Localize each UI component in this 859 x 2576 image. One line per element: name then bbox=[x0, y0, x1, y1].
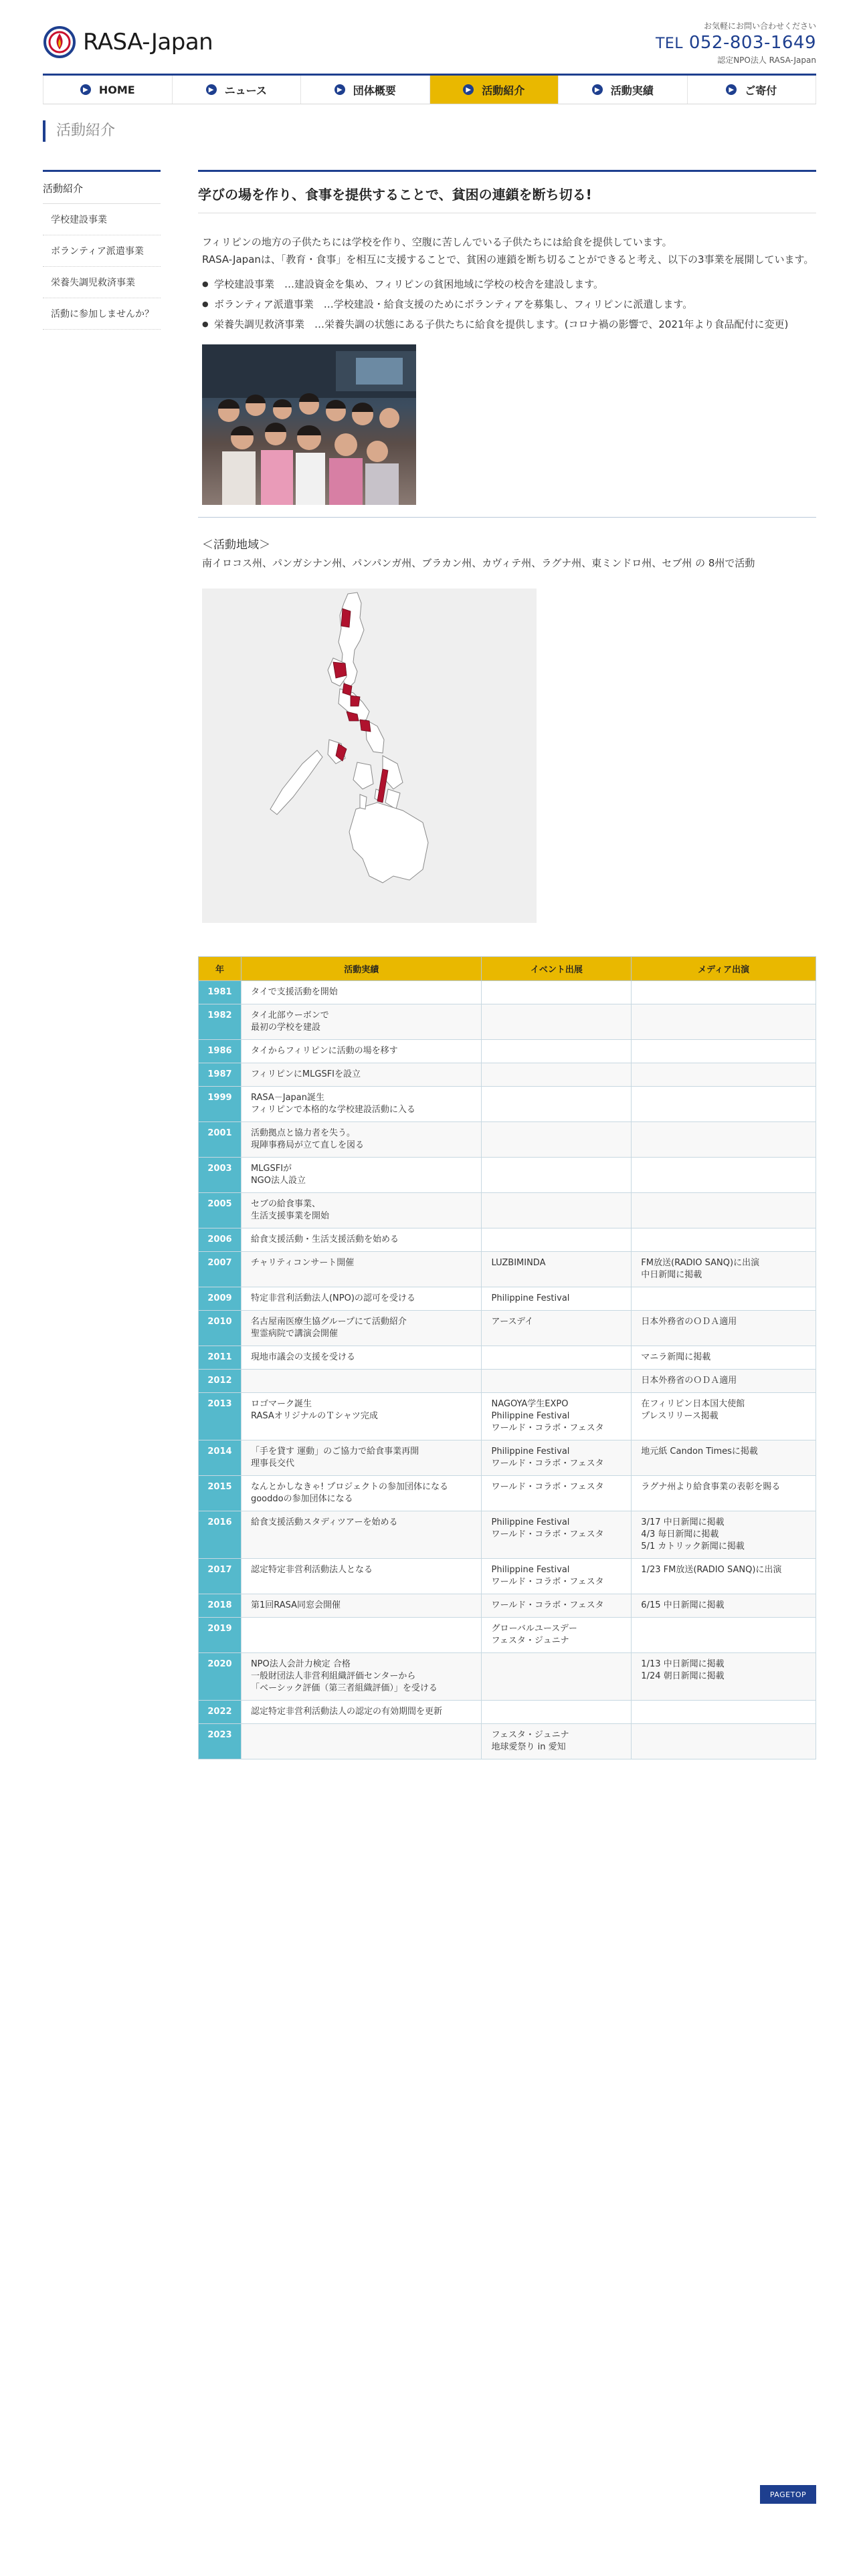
table-row bbox=[199, 1158, 816, 1193]
year-cell: 2001 bbox=[199, 1122, 242, 1158]
col-header-event: イベント出展 bbox=[482, 957, 632, 981]
media-cell: 地元紙 Candon Timesに掲載 bbox=[632, 1440, 816, 1476]
year-cell: 1987 bbox=[199, 1063, 242, 1087]
activity-cell: 現地市議会の支援を受ける bbox=[241, 1346, 482, 1370]
event-cell bbox=[482, 1228, 632, 1252]
event-cell bbox=[482, 1040, 632, 1063]
philippines-map-image bbox=[202, 588, 537, 923]
activity-cell: 「手を貸す 運動」のご協力で給食事業再開 理事長交代 bbox=[241, 1440, 482, 1476]
year-cell: 2018 bbox=[199, 1594, 242, 1618]
col-header-year: 年 bbox=[199, 957, 242, 981]
media-cell: 6/15 中日新聞に掲載 bbox=[632, 1594, 816, 1618]
event-cell: Philippine Festival ワールド・コラボ・フェスタ bbox=[482, 1440, 632, 1476]
table-row bbox=[199, 1393, 816, 1440]
year-cell: 2009 bbox=[199, 1287, 242, 1311]
table-row bbox=[199, 1228, 816, 1252]
activity-cell: なんとかしなきゃ! プロジェクトの参加団体になる gooddoの参加団体になる bbox=[241, 1476, 482, 1511]
event-cell: LUZBIMINDA bbox=[482, 1252, 632, 1287]
event-cell: ワールド・コラボ・フェスタ bbox=[482, 1476, 632, 1511]
event-cell bbox=[482, 1087, 632, 1122]
intro-paragraph: RASA-Japanは、「教育・食事」を相互に支援することで、貧困の連鎖を断ち切ることができると考え、以下の3事業を展開しています。 bbox=[202, 253, 814, 265]
media-cell bbox=[632, 1618, 816, 1653]
activity-cell bbox=[241, 1370, 482, 1393]
sidebar-item-nutrition[interactable]: 栄養失調児救済事業 bbox=[43, 267, 161, 298]
table-row bbox=[199, 981, 816, 1004]
event-cell bbox=[482, 1346, 632, 1370]
sidebar-item-school[interactable]: 学校建設事業 bbox=[43, 204, 161, 235]
year-cell: 2007 bbox=[199, 1252, 242, 1287]
activity-cell: 第1回RASA同窓会開催 bbox=[241, 1594, 482, 1618]
phone-number[interactable] bbox=[656, 33, 816, 53]
year-cell: 2014 bbox=[199, 1440, 242, 1476]
media-cell: 日本外務省のＯＤＡ適用 bbox=[632, 1370, 816, 1393]
table-row bbox=[199, 1004, 816, 1040]
media-cell bbox=[632, 1063, 816, 1087]
activity-cell: ロゴマーク誕生 RASAオリジナルのＴシャツ完成 bbox=[241, 1393, 482, 1440]
nav-item-about[interactable] bbox=[301, 76, 430, 104]
media-cell bbox=[632, 1004, 816, 1040]
table-row bbox=[199, 1594, 816, 1618]
table-row bbox=[199, 1040, 816, 1063]
media-cell: FM放送(RADIO SANQ)に出演 中日新聞に掲載 bbox=[632, 1252, 816, 1287]
event-cell: グローバルユースデー フェスタ・ジュニナ bbox=[482, 1618, 632, 1653]
philippines-map bbox=[202, 588, 537, 923]
year-cell: 2015 bbox=[199, 1476, 242, 1511]
region-title: ＜活動地域＞ bbox=[202, 538, 270, 552]
table-row bbox=[199, 1701, 816, 1724]
certification-text: 認定NPO法人 RASA-Japan bbox=[717, 56, 816, 65]
nav-item-label: 活動実績 bbox=[610, 84, 654, 97]
activity-cell: MLGSFIが NGO法人設立 bbox=[241, 1158, 482, 1193]
event-cell bbox=[482, 1701, 632, 1724]
event-cell bbox=[482, 1122, 632, 1158]
year-cell: 2013 bbox=[199, 1393, 242, 1440]
table-row bbox=[199, 1370, 816, 1393]
section-divider bbox=[198, 517, 816, 518]
sidebar bbox=[43, 170, 161, 330]
program-list bbox=[198, 276, 816, 332]
year-cell: 2022 bbox=[199, 1701, 242, 1724]
activity-cell: RASA－Japan誕生 フィリピンで本格的な学校建設活動に入る bbox=[241, 1087, 482, 1122]
table-row bbox=[199, 1063, 816, 1087]
media-cell bbox=[632, 1158, 816, 1193]
tel-number: 052-803-1649 bbox=[688, 33, 816, 53]
year-cell: 2020 bbox=[199, 1653, 242, 1701]
table-row bbox=[199, 1122, 816, 1158]
activity-cell: 給食支援活動・生活支援活動を始める bbox=[241, 1228, 482, 1252]
activity-cell: フィリピンにMLGSFIを設立 bbox=[241, 1063, 482, 1087]
program-item: ● 学校建設事業 …建設資金を集め、フィリピンの貧困地域に学校の校舎を建設します。 bbox=[202, 276, 816, 292]
event-cell: Philippine Festival bbox=[482, 1287, 632, 1311]
activity-cell: 認定特定非営利活動法人の認定の有効期間を更新 bbox=[241, 1701, 482, 1724]
year-cell: 2017 bbox=[199, 1559, 242, 1594]
event-cell: Philippine Festival ワールド・コラボ・フェスタ bbox=[482, 1559, 632, 1594]
activity-cell bbox=[241, 1724, 482, 1759]
year-cell: 1999 bbox=[199, 1087, 242, 1122]
pagetop-button[interactable]: PAGETOP bbox=[760, 2485, 816, 2504]
activity-cell: NPO法人会計力検定 合格 一般財団法人非営利組織評価センターから 「ベーシック評価（第三者組織評価）」を受ける bbox=[241, 1653, 482, 1701]
year-cell: 2019 bbox=[199, 1618, 242, 1653]
logo-mark-icon bbox=[43, 25, 76, 59]
chevron-right-icon: ▶ bbox=[335, 84, 345, 95]
media-cell bbox=[632, 1701, 816, 1724]
intro-text bbox=[198, 233, 816, 268]
nav-item-results[interactable] bbox=[559, 76, 688, 104]
contact-note: お気軽にお問い合わせください bbox=[703, 21, 816, 31]
nav-item-label: 団体概要 bbox=[353, 84, 396, 97]
global-nav bbox=[43, 74, 816, 104]
table-row bbox=[199, 1193, 816, 1228]
intro-paragraph: フィリピンの地方の子供たちには学校を作り、空腹に苦しんでいる子供たちには給食を提供しています。 bbox=[202, 236, 672, 248]
activity-cell: 認定特定非営利活動法人となる bbox=[241, 1559, 482, 1594]
activity-cell: セブの給食事業、 生活支援事業を開始 bbox=[241, 1193, 482, 1228]
year-cell: 1982 bbox=[199, 1004, 242, 1040]
media-cell bbox=[632, 1287, 816, 1311]
media-cell bbox=[632, 981, 816, 1004]
media-cell: 1/23 FM放送(RADIO SANQ)に出演 bbox=[632, 1559, 816, 1594]
children-photo-image bbox=[202, 344, 416, 505]
site-header bbox=[43, 20, 816, 74]
table-row bbox=[199, 1511, 816, 1559]
table-row bbox=[199, 1653, 816, 1701]
year-cell: 2023 bbox=[199, 1724, 242, 1759]
table-row bbox=[199, 1287, 816, 1311]
chevron-right-icon: ▶ bbox=[463, 84, 474, 95]
nav-item-donate[interactable] bbox=[688, 76, 817, 104]
activity-cell: 給食支援活動スタディツアーを始める bbox=[241, 1511, 482, 1559]
nav-item-label: ニュース bbox=[224, 84, 267, 97]
media-cell bbox=[632, 1122, 816, 1158]
event-cell bbox=[482, 981, 632, 1004]
event-cell bbox=[482, 1158, 632, 1193]
activity-cell: タイからフィリピンに活動の場を移す bbox=[241, 1040, 482, 1063]
event-cell bbox=[482, 1193, 632, 1228]
event-cell: フェスタ・ジュニナ 地球愛祭り in 愛知 bbox=[482, 1724, 632, 1759]
nav-item-label: HOME bbox=[98, 83, 135, 96]
nav-item-activities[interactable] bbox=[430, 76, 559, 104]
chevron-right-icon: ▶ bbox=[206, 84, 217, 95]
sidebar-item-volunteer[interactable]: ボランティア派遣事業 bbox=[43, 235, 161, 267]
tel-label: TEL bbox=[655, 35, 684, 52]
nav-item-label: 活動紹介 bbox=[482, 84, 525, 97]
table-row bbox=[199, 1618, 816, 1653]
year-cell: 2006 bbox=[199, 1228, 242, 1252]
media-cell bbox=[632, 1193, 816, 1228]
media-cell: 在フィリピン日本国大使館 プレスリリース掲載 bbox=[632, 1393, 816, 1440]
media-cell: 3/17 中日新聞に掲載 4/3 毎日新聞に掲載 5/1 カトリック新聞に掲載 bbox=[632, 1511, 816, 1559]
program-item: ● 栄養失調児救済事業 …栄養失調の状態にある子供たちに給食を提供します。(コロナ禍の影響で、2021年より食品配付に変更) bbox=[202, 316, 816, 332]
nav-item-label: ご寄付 bbox=[745, 84, 777, 97]
year-cell: 2003 bbox=[199, 1158, 242, 1193]
year-cell: 2011 bbox=[199, 1346, 242, 1370]
media-cell: ラグナ州より給食事業の表彰を賜る bbox=[632, 1476, 816, 1511]
table-row bbox=[199, 1440, 816, 1476]
activity-cell bbox=[241, 1618, 482, 1653]
media-cell bbox=[632, 1228, 816, 1252]
site-logo[interactable] bbox=[43, 25, 213, 59]
event-cell bbox=[482, 1370, 632, 1393]
children-photo bbox=[202, 344, 416, 505]
year-cell: 2012 bbox=[199, 1370, 242, 1393]
year-cell: 2010 bbox=[199, 1311, 242, 1346]
program-item: ● ボランティア派遣事業 …学校建設・給食支援のためにボランティアを募集し、フィリピンに派遣します。 bbox=[202, 296, 816, 312]
event-cell: NAGOYA学生EXPO Philippine Festival ワールド・コラボ・フェスタ bbox=[482, 1393, 632, 1440]
nav-item-news[interactable] bbox=[173, 76, 302, 104]
history-table bbox=[198, 956, 816, 1759]
media-cell bbox=[632, 1724, 816, 1759]
nav-item-home[interactable] bbox=[43, 76, 173, 104]
col-header-media: メディア出演 bbox=[632, 957, 816, 981]
media-cell bbox=[632, 1040, 816, 1063]
media-cell: 1/13 中日新聞に掲載 1/24 朝日新聞に掲載 bbox=[632, 1653, 816, 1701]
logo-text: RASA-Japan bbox=[83, 29, 213, 56]
sidebar-item-join[interactable]: 活動に参加しませんか？ bbox=[43, 298, 161, 330]
header-contact bbox=[656, 20, 816, 66]
table-row bbox=[199, 1311, 816, 1346]
year-cell: 1986 bbox=[199, 1040, 242, 1063]
activity-cell: 名古屋南医療生協グループにて活動紹介 聖霊病院で講演会開催 bbox=[241, 1311, 482, 1346]
activity-cell: 特定非営利活動法人(NPO)の認可を受ける bbox=[241, 1287, 482, 1311]
activity-cell: タイ北部ウーボンで 最初の学校を建設 bbox=[241, 1004, 482, 1040]
table-row bbox=[199, 1087, 816, 1122]
media-cell: マニラ新聞に掲載 bbox=[632, 1346, 816, 1370]
lead-heading: 学びの場を作り、食事を提供することで、貧困の連鎖を断ち切る! bbox=[198, 170, 816, 213]
chevron-right-icon: ▶ bbox=[726, 84, 737, 95]
table-row bbox=[199, 1252, 816, 1287]
table-row bbox=[199, 1559, 816, 1594]
activity-cell: 活動拠点と協力者を失う。 現陣事務局が立て直しを図る bbox=[241, 1122, 482, 1158]
event-cell bbox=[482, 1063, 632, 1087]
media-cell: 日本外務省のＯＤＡ適用 bbox=[632, 1311, 816, 1346]
table-row bbox=[199, 1346, 816, 1370]
event-cell bbox=[482, 1653, 632, 1701]
chevron-right-icon: ▶ bbox=[592, 84, 603, 95]
page-title: 活動紹介 bbox=[43, 120, 115, 142]
history-table-body bbox=[199, 981, 816, 1759]
main-content bbox=[198, 170, 816, 923]
year-cell: 2005 bbox=[199, 1193, 242, 1228]
activity-cell: チャリティコンサート開催 bbox=[241, 1252, 482, 1287]
year-cell: 1981 bbox=[199, 981, 242, 1004]
event-cell: アースデイ bbox=[482, 1311, 632, 1346]
chevron-right-icon: ▶ bbox=[80, 84, 91, 95]
activity-cell: タイで支援活動を開始 bbox=[241, 981, 482, 1004]
region-list: 南イロコス州、パンガシナン州、パンパンガ州、ブラカン州、カヴィテ州、ラグナ州、東ミンドロ州、セブ州 の 8州で活動 bbox=[202, 557, 755, 569]
media-cell bbox=[632, 1087, 816, 1122]
table-row bbox=[199, 1724, 816, 1759]
event-cell: Philippine Festival ワールド・コラボ・フェスタ bbox=[482, 1511, 632, 1559]
year-cell: 2016 bbox=[199, 1511, 242, 1559]
sidebar-heading: 活動紹介 bbox=[43, 170, 161, 204]
table-row bbox=[199, 1476, 816, 1511]
event-cell bbox=[482, 1004, 632, 1040]
event-cell: ワールド・コラボ・フェスタ bbox=[482, 1594, 632, 1618]
table-header-row bbox=[199, 957, 816, 981]
col-header-activity: 活動実績 bbox=[241, 957, 482, 981]
